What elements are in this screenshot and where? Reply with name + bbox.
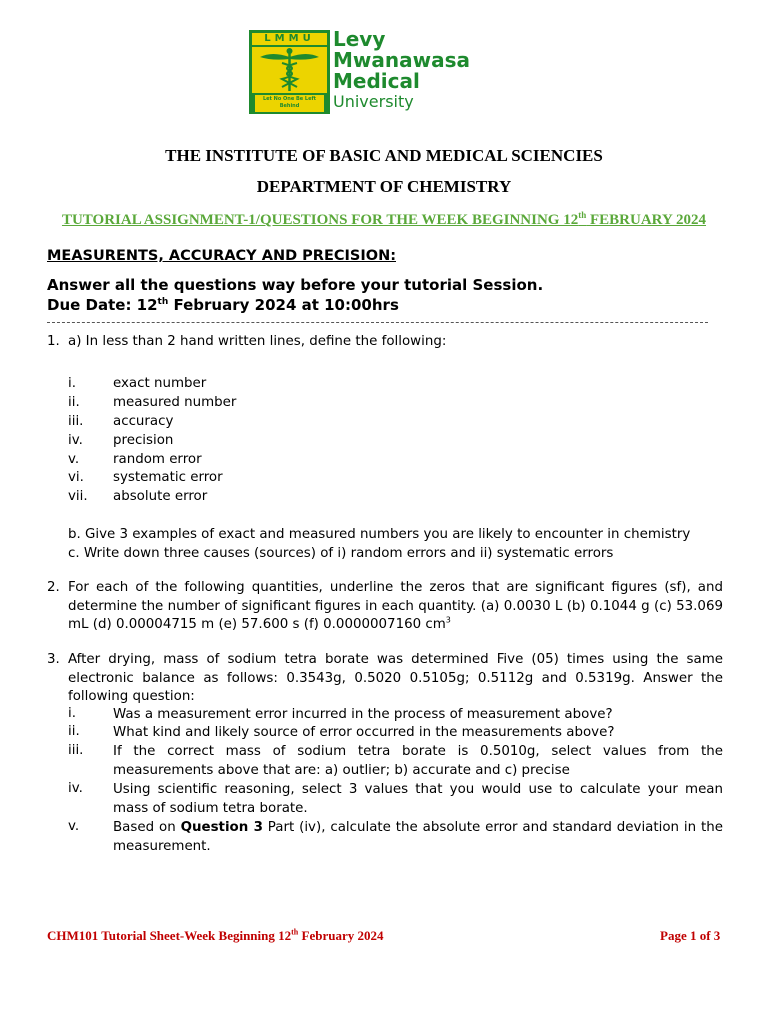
q2-text — [68, 579, 723, 635]
q3-item5-pre: Based on — [113, 820, 181, 835]
q1-part-b: b. Give 3 examples of exact and measured numbers you are likely to encounter in chemistry — [68, 527, 691, 542]
q1-item-roman: v. — [68, 452, 80, 467]
q1-part-c: c. Write down three causes (sources) of i) random errors and ii) systematic errors — [68, 546, 614, 561]
tutorial-heading-pre: TUTORIAL ASSIGNMENT-1/QUESTIONS FOR THE WEEK BEGINNING 12 — [61, 212, 579, 228]
q3-item-text: If the correct mass of sodium tetra borate is 0.5010g, select values from the measurements above that are: a) outlier; b) accurate and c) precise — [113, 744, 723, 778]
q3-item-roman: iv. — [68, 781, 83, 796]
q1-item-roman: iii. — [68, 414, 84, 429]
q1-item-text: systematic error — [113, 470, 223, 485]
logo-line-1: Levy — [333, 27, 386, 51]
due-post: February 2024 at 10:00hrs — [168, 296, 399, 314]
q3-item-roman: v. — [68, 819, 80, 834]
q3-item5-post: Part (iv), calculate the absolute error and standard deviation in the measurement. — [113, 820, 723, 854]
q3-item5-bold: Question 3 — [180, 820, 263, 835]
institute-title: THE INSTITUTE OF BASIC AND MEDICAL SCIENCIES — [165, 146, 603, 165]
q1-item-text: accuracy — [113, 414, 174, 429]
logo-line-3: Medical — [333, 69, 420, 93]
q2-body: For each of the following quantities, underline the zeros that are significant figures (sf), and determine the number of significant figures in each quantity. (a) 0.0030 L (b) 0.1044 g (c) 53.069 mL (d) 0.00004715 m (e) 57.600 s (f) 0.0000007160 cm — [68, 580, 723, 632]
university-logo — [249, 27, 470, 114]
logo-emblem — [249, 30, 330, 114]
due-sup: th — [157, 297, 169, 307]
logo-motto: Let No One Be Left Behind — [255, 95, 324, 112]
tutorial-heading-post: FEBRUARY 2024 — [586, 212, 707, 228]
logo-band-text: LMMU — [252, 33, 327, 45]
footer-course — [47, 928, 383, 944]
q3-text: After drying, mass of sodium tetra borate was determined Five (05) times using the same electronic balance as follows: 0.3543g, 0.5020 0.5105g; 0.5112g and 0.5319g. Answer the following question: — [68, 652, 723, 704]
q1-item-roman: vii. — [68, 489, 88, 504]
q1-item-text: absolute error — [113, 489, 208, 504]
q2-sup: 3 — [445, 615, 451, 625]
dashed-divider — [47, 322, 708, 323]
q3-item-text — [113, 819, 723, 856]
footer-left-pre: CHM101 Tutorial Sheet-Week Beginning 12 — [47, 928, 292, 943]
q1-item-roman: ii. — [68, 395, 80, 410]
q1-item-roman: iv. — [68, 433, 83, 448]
q3-item-text: Was a measurement error incurred in the process of measurement above? — [113, 707, 613, 722]
footer-left-sup: th — [291, 927, 299, 937]
section-title: MEASURENTS, ACCURACY AND PRECISION: — [47, 248, 396, 264]
q3-item-text: What kind and likely source of error occurred in the measurements above? — [113, 725, 615, 740]
department-title: DEPARTMENT OF CHEMISTRY — [256, 177, 512, 196]
q1-item-text: precision — [113, 433, 174, 448]
footer-left-post: February 2024 — [298, 928, 384, 943]
caduceus-icon — [252, 47, 327, 93]
tutorial-heading — [0, 212, 768, 229]
q3-item-roman: iii. — [68, 743, 84, 758]
page-number: Page 1 of 3 — [660, 928, 721, 943]
due-pre: Due Date: 12 — [47, 296, 158, 314]
tutorial-heading-sup: th — [578, 210, 587, 220]
q3-item-roman: i. — [68, 706, 76, 721]
q1-item-text: exact number — [113, 376, 207, 391]
q1-item-text: random error — [113, 452, 202, 467]
due-date — [47, 296, 399, 314]
q3-item-roman: ii. — [68, 724, 80, 739]
q1-text: a) In less than 2 hand written lines, define the following: — [68, 334, 447, 349]
instruction-text: Answer all the questions way before your tutorial Session. — [47, 276, 544, 294]
logo-line-2: Mwanawasa — [333, 48, 470, 72]
q1-number: 1. — [47, 334, 60, 349]
q2-number: 2. — [47, 580, 60, 595]
q1-item-roman: i. — [68, 376, 76, 391]
q1-item-roman: vi. — [68, 470, 84, 485]
q1-item-text: measured number — [113, 395, 237, 410]
logo-line-4: University — [333, 92, 414, 111]
q3-item-text: Using scientific reasoning, select 3 values that you would use to calculate your mean mass of sodium tetra borate. — [113, 782, 723, 816]
q3-number: 3. — [47, 652, 60, 667]
